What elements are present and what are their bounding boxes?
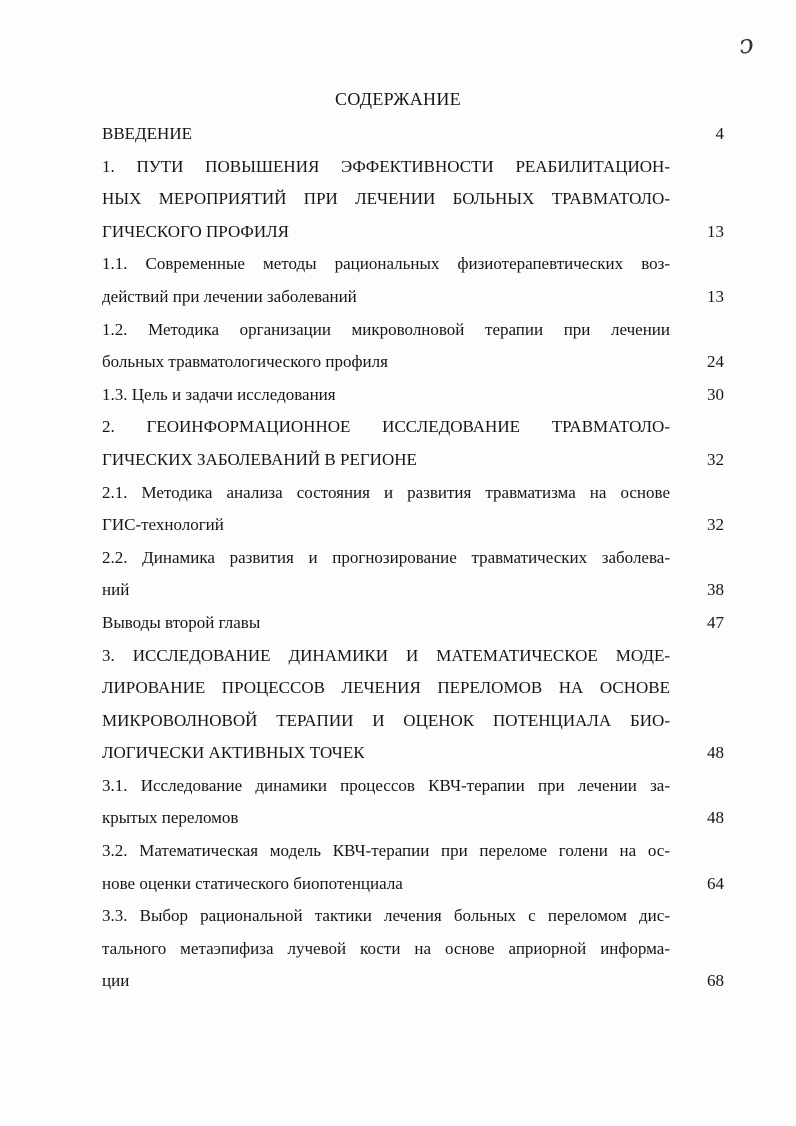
toc-entry-line bbox=[102, 640, 726, 673]
toc-entry-text: 2.1. Методика анализа состояния и развития травматизма на основе bbox=[102, 482, 670, 502]
toc-entry-line bbox=[102, 444, 726, 477]
toc-entry-text: НЫХ МЕРОПРИЯТИЙ ПРИ ЛЕЧЕНИИ БОЛЬНЫХ ТРАВМАТОЛО- bbox=[102, 189, 670, 209]
toc-entry bbox=[102, 607, 726, 640]
toc-entry-line bbox=[102, 542, 726, 575]
toc-entry-line bbox=[102, 379, 726, 412]
toc-entry-text: нове оценки статического биопотенциала bbox=[102, 873, 403, 893]
toc-page-number: 47 bbox=[707, 612, 724, 632]
toc-entry-text: больных травматологического профиля bbox=[102, 352, 388, 372]
toc-entry-text: тального метаэпифиза лучевой кости на основе априорной информа- bbox=[102, 938, 670, 958]
toc-entry-line bbox=[102, 672, 726, 705]
toc-page-number: 64 bbox=[707, 873, 724, 893]
toc-entry-line bbox=[102, 411, 726, 444]
toc-entry-text: ГИЧЕСКОГО ПРОФИЛЯ bbox=[102, 221, 289, 241]
table-of-contents bbox=[102, 118, 726, 998]
toc-page-number: 32 bbox=[707, 515, 724, 535]
toc-entry-line bbox=[102, 118, 726, 151]
toc-page-number: 48 bbox=[707, 808, 724, 828]
toc-entry-line bbox=[102, 216, 726, 249]
toc-entry-line bbox=[102, 151, 726, 184]
toc-entry-line bbox=[102, 314, 726, 347]
toc-entry bbox=[102, 542, 726, 607]
toc-entry bbox=[102, 411, 726, 476]
toc-entry bbox=[102, 900, 726, 998]
toc-entry-line bbox=[102, 705, 726, 738]
toc-entry bbox=[102, 118, 726, 151]
toc-entry-line bbox=[102, 933, 726, 966]
toc-entry-text: 1.2. Методика организации микроволновой терапии при лечении bbox=[102, 319, 670, 339]
toc-page-number: 48 bbox=[707, 743, 724, 763]
toc-entry-line bbox=[102, 737, 726, 770]
toc-entry-text: 1. ПУТИ ПОВЫШЕНИЯ ЭФФЕКТИВНОСТИ РЕАБИЛИТАЦИОН- bbox=[102, 156, 670, 176]
handwritten-page-mark: ↄ bbox=[737, 29, 757, 61]
toc-entry-text: 3.2. Математическая модель КВЧ-терапии при переломе голени на ос- bbox=[102, 841, 670, 861]
toc-page-number: 68 bbox=[707, 971, 724, 991]
toc-entry-line bbox=[102, 281, 726, 314]
toc-entry-line bbox=[102, 868, 726, 901]
toc-page-number: 38 bbox=[707, 580, 724, 600]
toc-entry-text: 3.1. Исследование динамики процессов КВЧ-терапии при лечении за- bbox=[102, 775, 670, 795]
toc-entry-text: действий при лечении заболеваний bbox=[102, 286, 357, 306]
toc-entry-line bbox=[102, 802, 726, 835]
toc-entry-line bbox=[102, 607, 726, 640]
toc-entry-text: ции bbox=[102, 971, 130, 991]
toc-entry bbox=[102, 770, 726, 835]
toc-entry-text: 1.1. Современные методы рациональных физиотерапевтических воз- bbox=[102, 254, 670, 274]
toc-page-number: 32 bbox=[707, 449, 724, 469]
toc-entry-text: ВВЕДЕНИЕ bbox=[102, 124, 192, 143]
toc-entry-line bbox=[102, 574, 726, 607]
toc-entry bbox=[102, 477, 726, 542]
toc-entry-text: 3.3. Выбор рациональной тактики лечения больных с переломом дис- bbox=[102, 906, 670, 926]
toc-entry-text: Выводы второй главы bbox=[102, 612, 261, 632]
toc-page-number: 30 bbox=[707, 384, 724, 404]
toc-entry-line bbox=[102, 248, 726, 281]
toc-entry bbox=[102, 151, 726, 249]
toc-entry-text: 3. ИССЛЕДОВАНИЕ ДИНАМИКИ И МАТЕМАТИЧЕСКОЕ МОДЕ- bbox=[102, 645, 670, 665]
toc-page-number: 13 bbox=[707, 221, 724, 241]
toc-entry-line bbox=[102, 965, 726, 998]
toc-page-number: 13 bbox=[707, 286, 724, 306]
toc-entry bbox=[102, 379, 726, 412]
toc-entry-text: ГИС-технологий bbox=[102, 515, 224, 535]
toc-entry bbox=[102, 314, 726, 379]
toc-page-number: 4 bbox=[715, 124, 724, 143]
toc-page-number: 24 bbox=[707, 352, 724, 372]
toc-entry-line bbox=[102, 900, 726, 933]
toc-entry bbox=[102, 640, 726, 770]
toc-entry-line bbox=[102, 509, 726, 542]
toc-entry-line bbox=[102, 835, 726, 868]
toc-entry bbox=[102, 835, 726, 900]
toc-entry-line bbox=[102, 183, 726, 216]
toc-entry bbox=[102, 248, 726, 313]
toc-entry-text: 2.2. Динамика развития и прогнозирование травматических заболева- bbox=[102, 547, 670, 567]
toc-entry-text: ЛОГИЧЕСКИ АКТИВНЫХ ТОЧЕК bbox=[102, 743, 365, 763]
toc-entry-text: ГИЧЕСКИХ ЗАБОЛЕВАНИЙ В РЕГИОНЕ bbox=[102, 449, 417, 469]
toc-entry-line bbox=[102, 346, 726, 379]
toc-entry-line bbox=[102, 770, 726, 803]
toc-entry-text: МИКРОВОЛНОВОЙ ТЕРАПИИ И ОЦЕНОК ПОТЕНЦИАЛА БИО- bbox=[102, 710, 670, 730]
toc-entry-text: ний bbox=[102, 580, 130, 600]
toc-title: СОДЕРЖАНИЕ bbox=[335, 89, 461, 109]
toc-entry-line bbox=[102, 477, 726, 510]
toc-entry-text: 1.3. Цель и задачи исследования bbox=[102, 384, 336, 404]
toc-entry-text: крытых переломов bbox=[102, 808, 239, 828]
toc-entry-text: 2. ГЕОИНФОРМАЦИОННОЕ ИССЛЕДОВАНИЕ ТРАВМАТОЛО- bbox=[102, 417, 670, 437]
toc-entry-text: ЛИРОВАНИЕ ПРОЦЕССОВ ЛЕЧЕНИЯ ПЕРЕЛОМОВ НА ОСНОВЕ bbox=[102, 678, 670, 698]
